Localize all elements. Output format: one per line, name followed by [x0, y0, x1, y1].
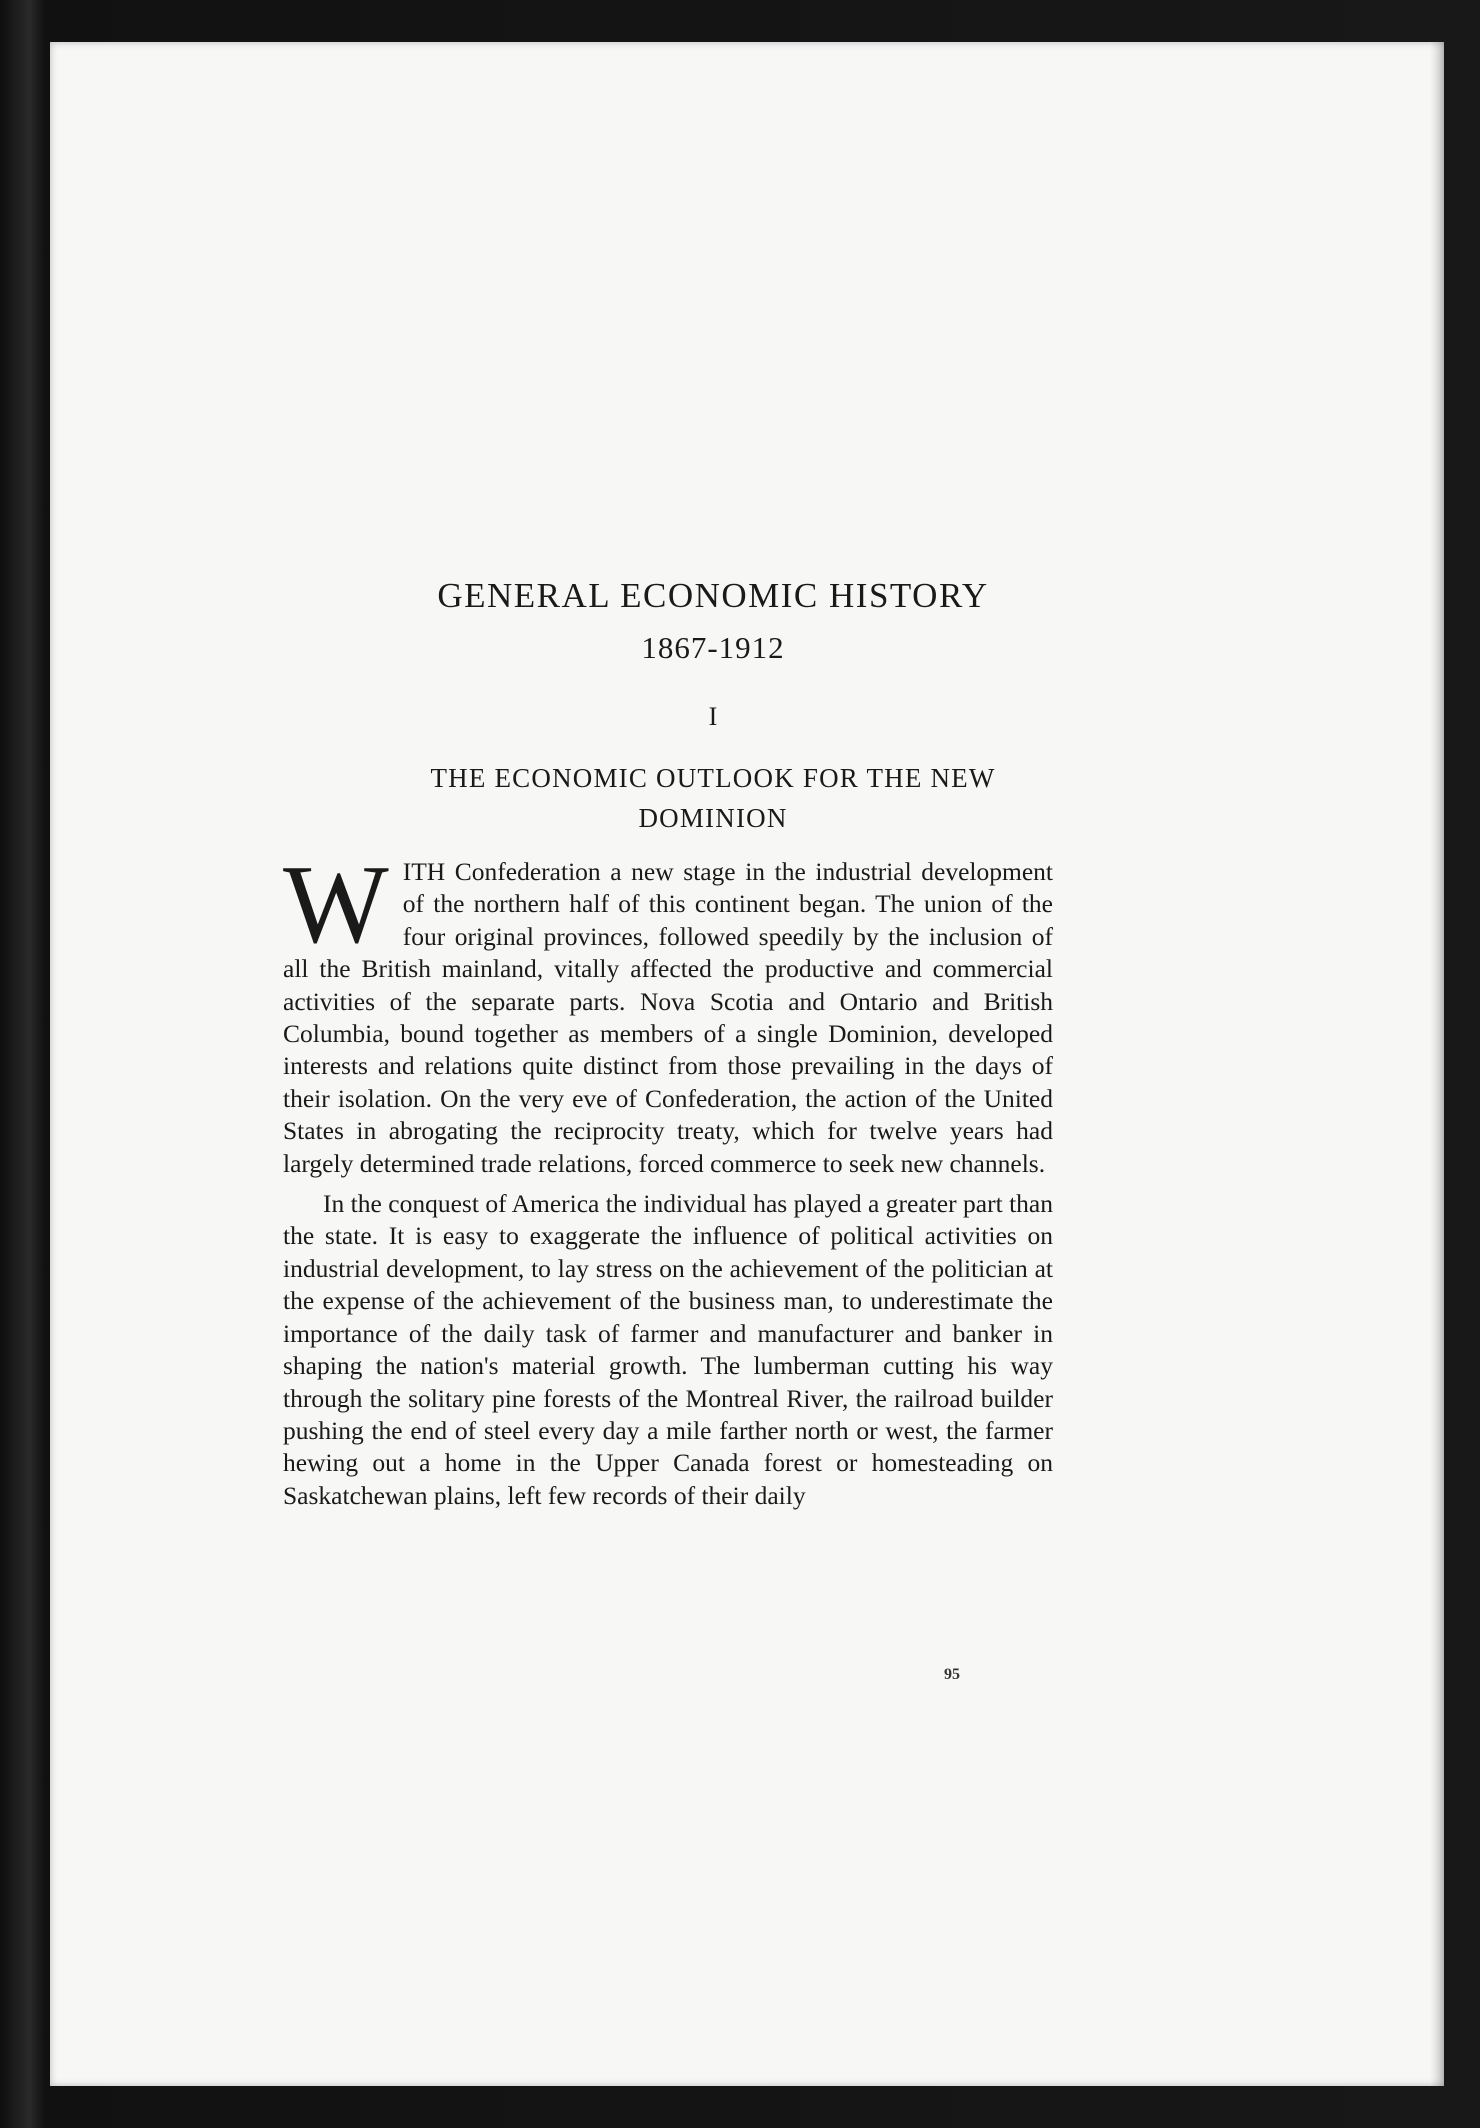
paragraph-1-text: ITH Confederation a new stage in the industrial development of the northern half of this continent began. The union of the four original provinces, followed speedily by the inclusion of all the British mainland, vitally affected the productive and commercial activities of the separate parts. Nova Scotia and Ontario and British Columbia, bound together as members of a single Dominion, developed interests and relations quite distinct from those prevailing in the days of their isolation. On the very eve of Confederation, the action of the United States in abrogating the reciprocity treaty, which for twelve years had largely determined trade relations, forced commerce to seek new channels.: [283, 857, 1053, 1178]
page-edge-shadow: [1430, 42, 1444, 2086]
page-number: 95: [944, 1666, 960, 1683]
book-section-title: GENERAL ECONOMIC HISTORY: [437, 576, 989, 615]
chapter-title: THE ECONOMIC OUTLOOK FOR THE NEW DOMINION: [430, 763, 996, 833]
drop-cap-letter: W: [283, 843, 389, 967]
page-content: [283, 522, 1053, 1512]
paragraph-1: [283, 843, 1053, 1180]
body-text: [283, 843, 1053, 1512]
book-page: [50, 42, 1444, 2086]
chapter-number: I: [708, 702, 718, 731]
section-years: 1867-1912: [641, 630, 785, 665]
paragraph-2: In the conquest of America the individual has played a greater part than the state. It is easy to exaggerate the influence of political activities on industrial development, to lay stress on the achievement of the politician at the expense of the achievement of the business man, to underestimate the importance of the daily task of farmer and manufacturer and banker in shaping the nation's material growth. The lumberman cutting his way through the solitary pine forests of the Montreal River, the railroad builder pushing the end of steel every day a mile farther north or west, the farmer hewing out a home in the Upper Canada forest or homesteading on Saskatchewan plains, left few records of their daily: [283, 1189, 1053, 1510]
